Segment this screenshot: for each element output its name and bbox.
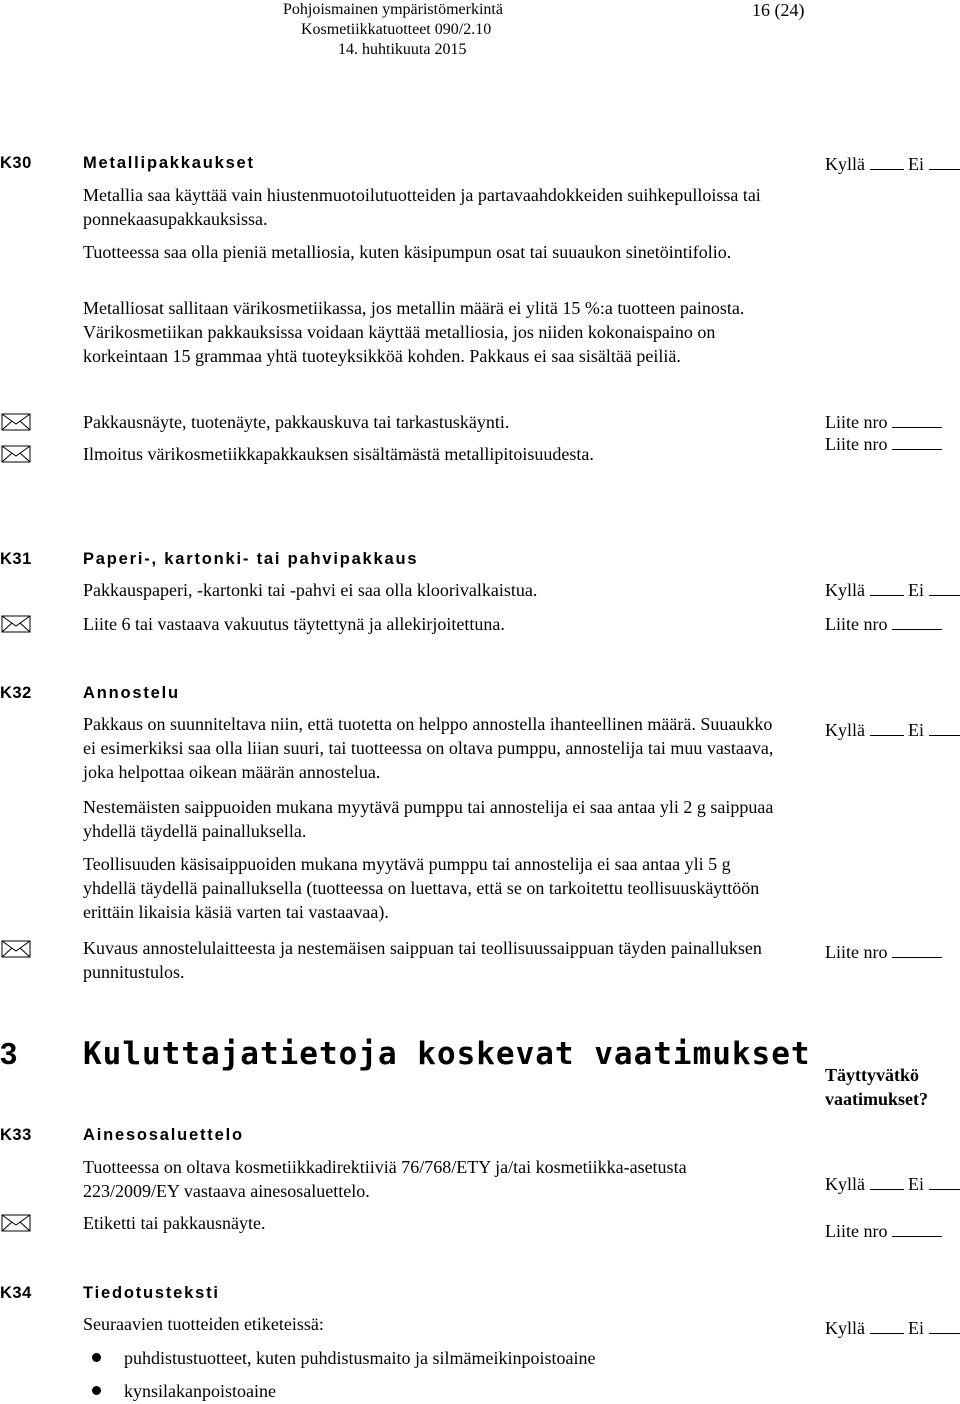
header-date: 14. huhtikuuta 2015 <box>338 41 467 58</box>
requirement-title: Paperi-, kartonki- tai pahvipakkaus <box>83 550 419 568</box>
paragraph: Seuraavien tuotteiden etiketeissä: <box>83 1314 324 1334</box>
yes-blank[interactable] <box>870 153 904 170</box>
page-number: 16 (24) <box>752 0 805 20</box>
paragraph: Tuotteessa on oltava kosmetiikkadirektiiviä 76/768/ETY ja/tai kosmetiikka-asetusta 223/2009/EY vastaava ainesosaluettelo. <box>83 1157 687 1201</box>
attachment-label: Liite nro <box>825 614 888 634</box>
list-item: kynsilakanpoistoaine <box>124 1381 276 1401</box>
attachment-label: Liite nro <box>825 942 888 962</box>
chapter-title: Kuluttajatietoja koskevat vaatimukset <box>83 1036 811 1072</box>
yes-no-field[interactable] <box>825 1172 960 1196</box>
header-organization: Pohjoismainen ympäristömerkintä <box>283 1 503 18</box>
document-requirement: Ilmoitus värikosmetiikkapakkauksen sisältämästä metallipitoisuudesta. <box>83 444 594 464</box>
yes-blank[interactable] <box>870 1173 904 1190</box>
attachment-number-field[interactable] <box>825 1219 942 1243</box>
paragraph: Pakkauspaperi, -kartonki tai -pahvi ei saa olla kloorivalkaistua. <box>83 580 538 600</box>
envelope-icon <box>1 940 31 958</box>
header-document-title: Kosmetiikkatuotteet 090/2.10 <box>301 21 492 38</box>
chapter-number: 3 <box>0 1036 18 1071</box>
attachment-blank[interactable] <box>892 411 942 428</box>
requirement-code: K30 <box>0 154 32 172</box>
attachment-number-field[interactable] <box>825 940 942 964</box>
yes-label: Kyllä <box>825 580 865 600</box>
document-requirement: Pakkausnäyte, tuotenäyte, pakkauskuva tai tarkastuskäynti. <box>83 412 510 432</box>
attachment-label: Liite nro <box>825 412 888 432</box>
attachment-number-field[interactable] <box>825 432 942 456</box>
no-blank[interactable] <box>929 1317 960 1334</box>
requirement-code: K34 <box>0 1284 32 1302</box>
no-label: Ei <box>908 154 924 174</box>
yes-label: Kyllä <box>825 1318 865 1338</box>
paragraph: Metalliosat sallitaan värikosmetiikassa, jos metallin määrä ei ylitä 15 %:a tuotteen painosta. Värikosmetiikan pakkauksissa voidaan käyttää metalliosia, jos niiden kokonaispaino on korkeintaan 15 grammaa yhtä tuoteyksikköä kohden. Pakkaus ei saa sisältää peiliä. <box>83 298 745 366</box>
document-requirement: Liite 6 tai vastaava vakuutus täytettynä ja allekirjoitettuna. <box>83 614 505 634</box>
no-blank[interactable] <box>929 719 960 736</box>
no-blank[interactable] <box>929 579 960 596</box>
fulfilled-question-line2: vaatimukset? <box>825 1089 928 1109</box>
no-blank[interactable] <box>929 153 960 170</box>
paragraph: Metallia saa käyttää vain hiustenmuotoilutuotteiden ja partavaahdokkeiden suihkepulloissa tai ponnekaasupakkauksissa. <box>83 185 761 229</box>
attachment-blank[interactable] <box>892 1220 942 1237</box>
yes-no-field[interactable] <box>825 152 960 176</box>
attachment-number-field[interactable] <box>825 612 942 636</box>
envelope-icon <box>1 1214 31 1232</box>
requirement-title: Annostelu <box>83 684 180 702</box>
fulfilled-question <box>825 1063 928 1111</box>
requirement-title: Ainesosaluettelo <box>83 1126 244 1144</box>
no-label: Ei <box>908 720 924 740</box>
fulfilled-question-line1: Täyttyvätkö <box>825 1065 919 1085</box>
requirement-code: K32 <box>0 684 32 702</box>
no-label: Ei <box>908 1174 924 1194</box>
yes-blank[interactable] <box>870 579 904 596</box>
attachment-label: Liite nro <box>825 434 888 454</box>
attachment-number-field[interactable] <box>825 410 942 434</box>
document-requirement: Kuvaus annostelulaitteesta ja nestemäisen saippuan tai teollisuussaippuan täyden painalluksen punnitustulos. <box>83 938 762 982</box>
paragraph: Pakkaus on suunniteltava niin, että tuotetta on helppo annostella ihanteellinen määrä. Suuaukko ei esimerkiksi saa olla liian suuri, tai tuotteessa on oltava pumppu, annostelija tai muu vastaava, joka helpottaa oikean määrän annostelua. <box>83 714 774 782</box>
yes-label: Kyllä <box>825 154 865 174</box>
requirement-code: K31 <box>0 550 32 568</box>
envelope-icon <box>1 615 31 633</box>
attachment-blank[interactable] <box>892 433 942 450</box>
list-item: puhdistustuotteet, kuten puhdistusmaito ja silmämeikinpoistoaine <box>124 1348 596 1368</box>
yes-blank[interactable] <box>870 1317 904 1334</box>
no-blank[interactable] <box>929 1173 960 1190</box>
envelope-icon <box>1 445 31 463</box>
paragraph: Tuotteessa saa olla pieniä metalliosia, kuten käsipumpun osat tai suuaukon sinetöintifolio. <box>83 242 732 262</box>
yes-no-field[interactable] <box>825 718 960 742</box>
paragraph: Teollisuuden käsisaippuoiden mukana myytävä pumppu tai annostelija ei saa antaa yli 5 g yhdellä täydellä painalluksella (tuotteessa on luettava, että se on tarkoitettu teollisuuskäyttöön erittäin likaisia käsiä varten tai vastaavaa). <box>83 854 760 922</box>
bullet-dot <box>92 1386 101 1395</box>
no-label: Ei <box>908 580 924 600</box>
yes-label: Kyllä <box>825 1174 865 1194</box>
requirement-title: Metallipakkaukset <box>83 154 255 172</box>
envelope-icon <box>1 413 31 431</box>
yes-label: Kyllä <box>825 720 865 740</box>
paragraph: Nestemäisten saippuoiden mukana myytävä pumppu tai annostelija ei saa antaa yli 2 g saippuaa yhdellä täydellä painalluksella. <box>83 797 774 841</box>
attachment-blank[interactable] <box>892 613 942 630</box>
requirement-code: K33 <box>0 1126 32 1144</box>
attachment-blank[interactable] <box>892 941 942 958</box>
requirement-title: Tiedotusteksti <box>83 1284 220 1302</box>
attachment-label: Liite nro <box>825 1221 888 1241</box>
yes-blank[interactable] <box>870 719 904 736</box>
no-label: Ei <box>908 1318 924 1338</box>
bullet-dot <box>92 1353 101 1362</box>
yes-no-field[interactable] <box>825 1316 960 1340</box>
document-requirement: Etiketti tai pakkausnäyte. <box>83 1213 266 1233</box>
yes-no-field[interactable] <box>825 578 960 602</box>
